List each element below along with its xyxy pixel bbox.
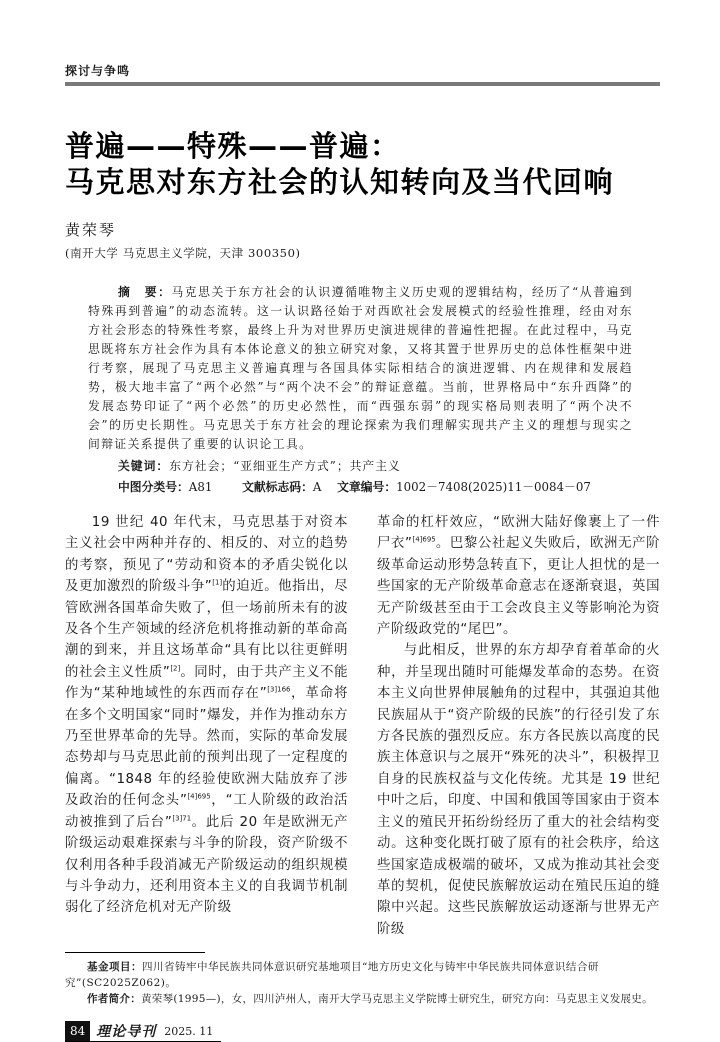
- page-content: [65, 128, 660, 1042]
- bio-text: 黄荣琴(1995—)，女，四川泸州人，南开大学马克思主义学院博士研究生，研究方向：马克思主义发展史。: [141, 993, 653, 1006]
- paragraph-text: 。巴黎公社起义失败后，欧洲无产阶级革命运动形势急转直下，更让人担忧的是一些国家的无产阶级革命意志在逐渐衰退，英国无产阶级甚至由于工会改良主义等影响沦为资产阶级政党的“尾巴”。: [377, 536, 660, 638]
- section-header: 探讨与争鸣: [65, 64, 131, 78]
- article-id-value: 1002－7408(2025)11－0084－07: [396, 480, 591, 494]
- article-title: [65, 128, 660, 200]
- fund-label: 基金项目：: [87, 961, 142, 974]
- body-paragraph: [65, 512, 348, 919]
- clc-value: A81: [188, 480, 213, 494]
- abstract-text: 马克思关于东方社会的认识遵循唯物主义历史观的逻辑结构，经历了“从普遍到特殊再到普遍”的动态流转。这一认识路径始于对西欧社会发展模式的经验性推理，经由对东方社会形态的特殊性考察，最终上升为对世界历史演进规律的普遍性把握。在此过程中，马克思既将东方社会作为具有本体论意义的独立研究对象，又将其置于世界历史的总体性框架中进行考察，展现了马克思主义普遍真理与各国具体实际相结合的演进逻辑、内在规律和发展趋势，极大地丰富了“两个必然”与“两个决不会”的辩证意蕴。当前，世界格局中“东升西降”的发展态势印证了“两个必然”的历史必然性，而“西强东弱”的现实格局则表明了“两个决不会”的历史长期性。马克思关于东方社会的理论探索为我们理解实现共产主义的理想与现实之间辩证关系提供了重要的认识论工具。: [88, 285, 633, 451]
- paragraph-text: ，“工人阶级的政治活动被推到了后台”: [65, 793, 349, 830]
- keywords-label: 关键词：: [118, 459, 170, 473]
- paragraph-text: ，革命将在多个文明国家“同时”爆发，并作为推动东方乃至世界革命的先导。然而，实际的革命发展态势却与马克思此前的预判出现了一定程度的偏离。“1848 年的经验使欧洲大陆放弃了涉及政治的任何念头”: [65, 686, 349, 809]
- page-number: 84: [65, 1021, 90, 1041]
- citation-ref: [3]166: [267, 685, 291, 694]
- classification-line: [118, 477, 660, 498]
- author-bio: [65, 991, 660, 1007]
- page-footer: [65, 1021, 221, 1042]
- author-name: 黄荣琴: [65, 221, 117, 239]
- paragraph-text: 。此后 20 年是欧洲无产阶级运动艰难探索与斗争的阶段，资产阶级不仅利用各种手段消减无产阶级运动的组织规模与斗争动力，还利用资本主义的自我调节机制弱化了经济危机对无产阶级: [65, 814, 349, 916]
- author-affiliation: (南开大学 马克思主义学院，天津 300350): [65, 246, 301, 260]
- citation-ref: [4]695: [412, 535, 436, 544]
- paragraph-text: 的迫近。他指出，尽管欧洲各国革命失败了，但一场前所未有的波及各个生产领域的经济危机将推动新的革命高潮的到来，并且这场革命“具有比以往更鲜明的社会主义性质”: [65, 579, 349, 680]
- body-column-right: [377, 512, 660, 940]
- footnote-rule: [65, 952, 205, 953]
- citation-ref: [1]: [212, 578, 223, 587]
- issue-date: 2025. 11: [164, 1024, 214, 1038]
- doc-code-label: 文献标志码：: [242, 480, 313, 494]
- paragraph-text: 革命的杠杆效应，“欧洲大陆好像裹上了一件尸衣”: [377, 515, 660, 552]
- fund-note: [65, 959, 660, 991]
- clc-label: 中图分类号：: [118, 480, 189, 494]
- paragraph-text: 19 世纪 40 年代末，马克思基于对资本主义社会中两种并存的、相反的、对立的趋势的考察，预见了“劳动和资本的矛盾尖锐化以及更加激烈的阶级斗争”: [65, 515, 348, 595]
- title-line-1: 普遍——特殊——普遍：: [65, 129, 401, 163]
- body-paragraph: [377, 512, 660, 640]
- keywords-text: 东方社会；“亚细亚生产方式”；共产主义: [169, 459, 401, 473]
- keywords: [118, 456, 660, 477]
- citation-ref: [4]695: [187, 792, 211, 801]
- journal-logo: 理论导刊: [96, 1024, 157, 1041]
- abstract-label: 摘 要：: [118, 285, 172, 299]
- body-column-left: [65, 512, 348, 940]
- header-rule: [65, 82, 660, 86]
- citation-ref: [3]71: [172, 814, 192, 823]
- paragraph-text: 与此相反，世界的东方却孕育着革命的火种，并呈现出随时可能爆发革命的态势。在资本主义向世界伸展触角的过程中，其强迫其他民族屈从于“资产阶级的民族”的行径引发了东方各民族的强烈反应。东方各民族以高度的民族主体意识与之展开“殊死的决斗”，积极捍卫自身的民族权益与文化传统。尤其是 19 世纪中叶之后，印度、中国和俄国等国家由于资本主义的殖民开拓纷纷经历了重大的社会结构变动。这种变化既打破了原有的社会秩序，给这些国家造成极端的破坏，又成为推动其社会变革的契机，促使民族解放运动在殖民压迫的缝隙中兴起。这些民族解放运动逐渐与世界无产阶级: [377, 643, 660, 937]
- body-columns: [65, 512, 660, 940]
- fund-text: 四川省铸牢中华民族共同体意识研究基地项目“地方历史文化与铸牢中华民族共同体意识结合研究”(SC2025Z062)。: [65, 961, 599, 990]
- article-id-label: 文章编号：: [337, 480, 397, 494]
- doc-code-value: A: [312, 480, 322, 494]
- abstract: [88, 283, 633, 454]
- body-paragraph: [377, 640, 660, 940]
- bio-label: 作者简介：: [87, 993, 141, 1006]
- citation-ref: [2]: [170, 664, 181, 673]
- title-line-2: 马克思对东方社会的认知转向及当代回响: [65, 165, 615, 199]
- paragraph-text: 。同时，由于共产主义不能作为“某种地域性的东西而存在”: [65, 664, 349, 702]
